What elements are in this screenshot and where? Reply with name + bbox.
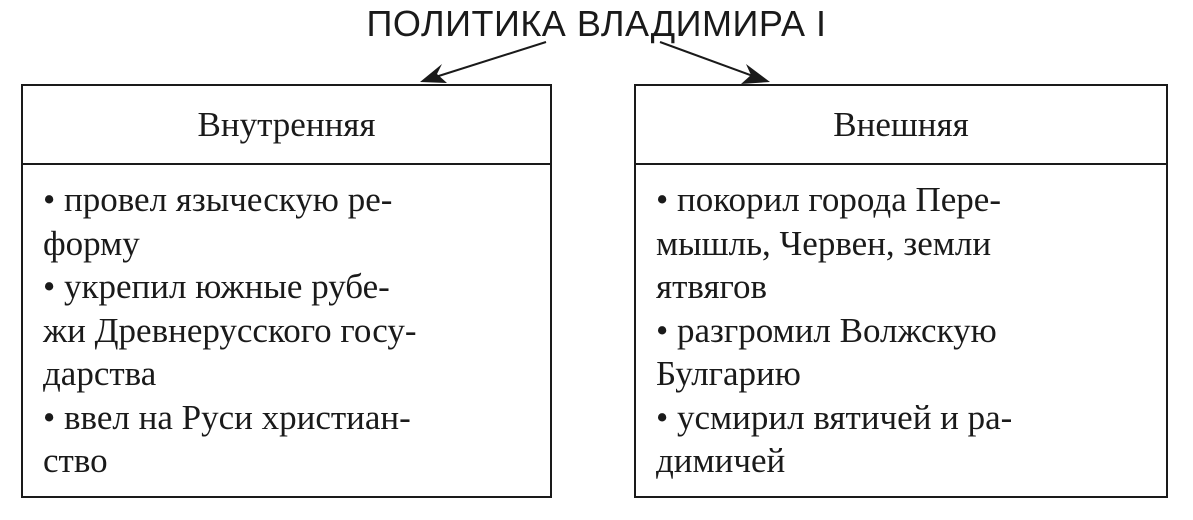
list-line: • усмирил вятичей и ра- <box>656 397 1013 437</box>
list-line: Булгарию <box>656 354 801 393</box>
list-line: ятвягов <box>656 267 768 306</box>
internal-policy-heading: Внутренняя <box>23 86 550 165</box>
arrow-left <box>426 42 546 80</box>
list-line: • покорил города Пере- <box>656 180 1001 219</box>
list-line: • ввел на Руси христиан- <box>43 397 411 437</box>
external-policy-heading: Внешняя <box>636 86 1166 165</box>
arrow-right <box>660 42 764 80</box>
list-line: жи Древнерусского госу- <box>43 310 417 350</box>
list-line: димичей <box>656 441 786 480</box>
internal-policy-box <box>21 84 552 498</box>
external-policy-box <box>634 84 1168 498</box>
list-line: форму <box>43 223 140 263</box>
list-line: • провел языческую ре- <box>43 180 393 219</box>
list-line: дарства <box>43 354 157 393</box>
list-line: • разгромил Волжскую <box>656 310 997 350</box>
list-line: ство <box>43 441 108 480</box>
arrow-left-head <box>420 64 447 83</box>
list-line: • укрепил южные рубе- <box>43 267 390 306</box>
internal-policy-list <box>23 165 550 483</box>
list-line: мышль, Червен, земли <box>656 223 992 263</box>
diagram-title: ПОЛИТИКА ВЛАДИМИРА I <box>366 3 827 44</box>
external-policy-list <box>636 165 1166 483</box>
